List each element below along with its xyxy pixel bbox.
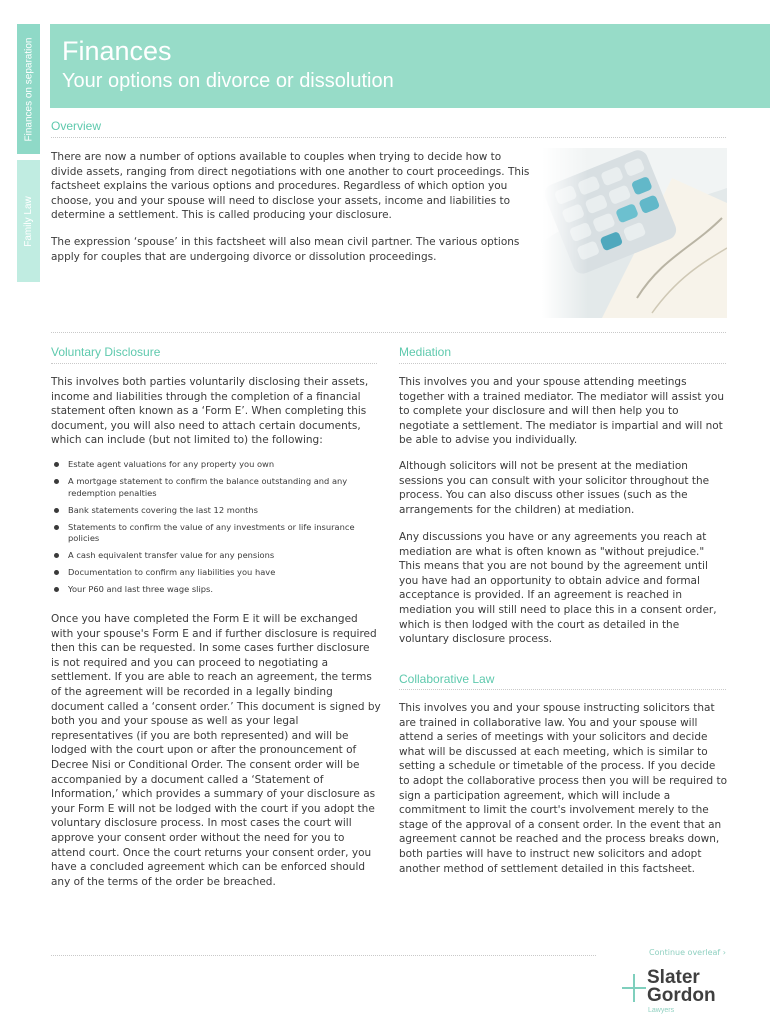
side-tab-finances-on-separation (17, 24, 40, 154)
side-tab-label: Family Law (23, 195, 35, 247)
collaborative-law-paragraph: This involves you and your spouse instructing solicitors that are trained in collaborative law. You and your spouse will attend a series of meetings with your solicitors and decide what will be discussed at each meeting, which is similar to setting a schedule or timetable of the process. If you decide to adopt the collaborative process then you will be required to sign a participation agreement, which will include a commitment to limit the court's involvement merely to the stage of the approval of a consent order. In the event that an agreement cannot be reached and the process breaks down, both parties will have to instruct new solicitors and adopt another method of settlement detailed in this factsheet. (399, 702, 727, 875)
list-item: Bank statements covering the last 12 months (52, 505, 382, 517)
logo-word-slater: Slater (647, 967, 700, 988)
mediation-paragraph-1: This involves you and your spouse attending meetings together with a trained mediator. The mediator will assist you to complete your disclosure and will then help you to negotiate a settlement. The mediator is impartial and will not be able to advise you individually. (399, 376, 725, 447)
page-subtitle: Your options on divorce or dissolution (62, 70, 394, 92)
list-item: Your P60 and last three wage slips. (52, 584, 382, 596)
voluntary-disclosure-body: Once you have completed the Form E it will be exchanged with your spouse's Form E and if further disclosure is required then this can be requested. In some cases further disclosure is not required and you can proceed to negotiating a settlement. If you are able to reach an agreement, the terms of the agreement will be recorded in a legally binding document called a ‘consent order.’ This document is signed by both you and your spouse as well as your legal representatives (if you are both represented) and will be lodged with the court upon or after the pronouncement of Decree Nisi or Conditional Order. The consent order will be accompanied by a document called a ‘Statement of Information,’ which provides a summary of your disclosure as your Form E will not be lodged with the court if you adopt the voluntary disclosure process. In most cases the court will approve your consent order without the need for you to attend court. Once the court returns your consent order, you have a concluded agreement which can be enforced should any of the terms of the order be breached. (51, 613, 381, 888)
header-banner (50, 24, 770, 108)
overview-heading: Overview (51, 119, 102, 133)
mediation-paragraph-3: Any discussions you have or any agreements you reach at mediation are what is often known as "without prejudice." This means that you are not bound by the agreement until you have had an opportunity to obtain advice and formal acceptance is provided. If an agreement is reached in mediation you will still need to place this in a consent order, which is then lodged with the court as detailed in the voluntary disclosure process. (399, 531, 717, 646)
page-title: Finances (62, 36, 172, 66)
list-item: Statements to confirm the value of any investments or life insurance policies (52, 522, 382, 545)
side-tab-label: Finances on separation (23, 37, 34, 141)
continue-overleaf-note: Continue overleaf › (649, 948, 726, 957)
collaborative-law-heading: Collaborative Law (399, 672, 495, 686)
side-tab-family-law (17, 160, 40, 282)
list-item: Documentation to confirm any liabilities you have (52, 567, 382, 579)
list-item: Estate agent valuations for any property you own (52, 459, 382, 471)
list-item: A mortgage statement to confirm the balance outstanding and any redemption penalties (52, 476, 382, 499)
divider (399, 363, 726, 364)
list-item: A cash equivalent transfer value for any pensions (52, 550, 382, 562)
slater-gordon-logo (622, 966, 732, 1022)
divider (51, 137, 726, 138)
overview-paragraph-2: The expression ‘spouse’ in this factsheet will also mean civil partner. The various options apply for couples that are undergoing divorce or dissolution proceedings. (51, 236, 520, 263)
mediation-paragraph-2: Although solicitors will not be present at the mediation sessions you can consult with your solicitor throughout the process. You can also discuss other issues (such as the arrangements for the children) at mediation. (399, 460, 710, 516)
divider (51, 363, 377, 364)
overview-paragraph-1: There are now a number of options available to couples when trying to decide how to divide assets, ranging from direct negotiations with one another to court proceedings. This factsheet explains the various options and procedures. Regardless of which option you choose, you and your spouse will need to disclose your assets, income and liabilities to determine a settlement. This is called producing your disclosure. (51, 151, 530, 222)
mediation-heading: Mediation (399, 345, 452, 359)
voluntary-disclosure-intro: This involves both parties voluntarily disclosing their assets, income and liabilities through the completion of a financial statement often known as a ‘Form E’. When completing this document, you will also need to attach certain documents, which can include (but not limited to) the following: (51, 376, 369, 447)
logo-plus-icon (622, 974, 646, 1002)
voluntary-disclosure-heading: Voluntary Disclosure (51, 345, 161, 359)
divider (51, 955, 596, 956)
divider (399, 689, 726, 690)
divider (51, 332, 726, 333)
calculator-money-image (542, 148, 727, 318)
logo-tagline: Lawyers (648, 1007, 675, 1014)
logo-word-gordon: Gordon (647, 985, 716, 1006)
required-documents-list (52, 459, 382, 601)
